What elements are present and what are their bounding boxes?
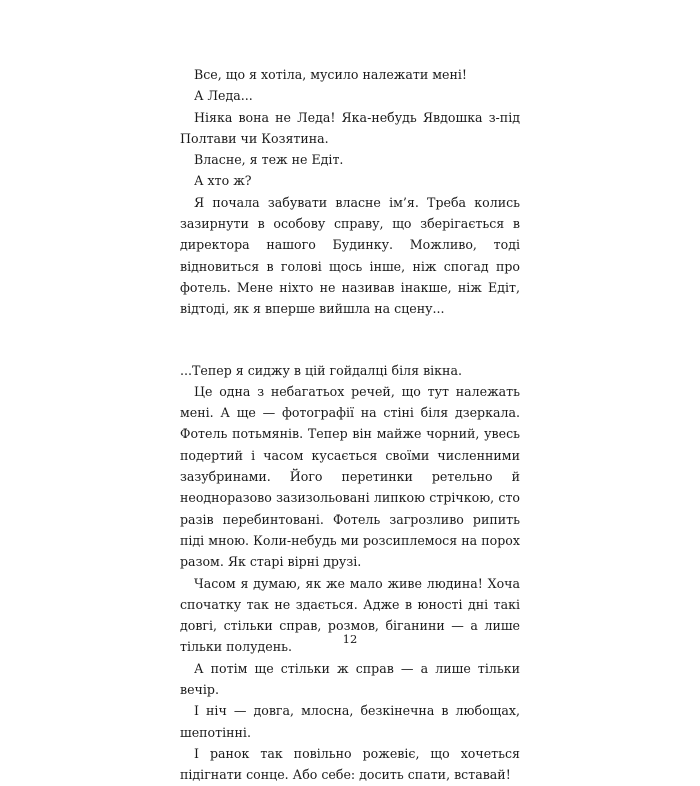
paragraph: А хто ж? <box>194 173 252 189</box>
paragraph: Я почала забувати власне ім’я. Треба колись зазирнути в особову справу, що зберігається в директора нашого Будинку. Можливо, тоді відновиться в голові щось інше, ніж спогад про фотель. Мене ніхто не називав інакше, ніж Едіт, відтоді, як я вперше вийшла на сцену... <box>180 194 520 317</box>
section-break <box>180 320 520 360</box>
paragraph: І ніч — довга, млосна, безкінечна в любощах, шепотінні. <box>180 703 520 740</box>
page-text <box>180 64 520 786</box>
paragraph: А Леда... <box>194 88 253 104</box>
paragraph: І ранок так повільно рожевіє, що хочеться підігнати сонце. Або себе: досить спати, вставай! <box>180 745 520 783</box>
section-opening: ...Тепер я сиджу в цій гойдалці біля вікна. <box>180 362 462 378</box>
paragraph: А потім ще стільки ж справ — а лише тільки вечір. <box>180 660 520 698</box>
paragraph: Ніяка вона не Леда! Яка-небудь Явдошка з-під Полтави чи Козятина. <box>180 109 520 146</box>
paragraph: Все, що я хотіла, мусило належати мені! <box>194 67 467 82</box>
paragraph: Часом я думаю, як же мало живе людина! Хоча спочатку так не здається. Адже в юності дні такі довгі, стільки справ, розмов, біганини — а лише тільки полудень. <box>180 575 520 655</box>
page-number: 12 <box>342 632 358 646</box>
paragraph: Власне, я теж не Едіт. <box>194 152 344 168</box>
paragraph: Це одна з небагатьох речей, що тут належать мені. А ще — фотографії на стіні біля дзеркала. Фотель потьмянів. Тепер він майже чорний, увесь подертий і часом кусається своїми численними зазубринами. Його перетинки ретельно й неодноразово зазизольовані липкою стрічкою, сто разів перебинтовані. Фотель загрозливо рипить піді мною. Коли-небудь ми розсиплемося на порох разом. Як старі вірні друзі. <box>180 383 520 570</box>
